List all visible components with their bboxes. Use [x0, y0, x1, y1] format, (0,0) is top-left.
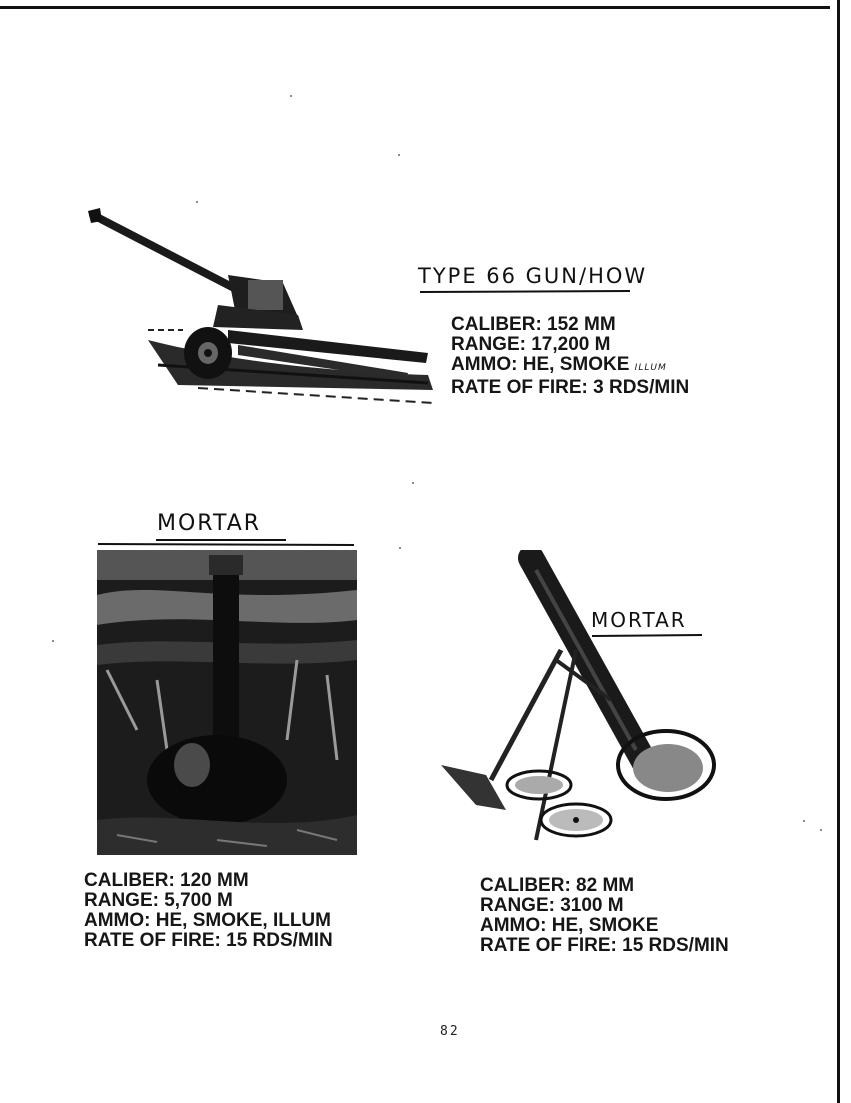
howitzer-photo [88, 205, 438, 410]
scan-speck [52, 640, 54, 642]
howitzer-title: TYPE 66 GUN/HOW [418, 264, 648, 288]
mortar-82-title-underline [590, 633, 705, 638]
mortar-82-caliber: CALIBER: 82 MM [480, 875, 635, 896]
mortar-120-range: RANGE: 5,700 M [84, 890, 233, 911]
mortar-120-photo [97, 550, 357, 855]
mortar-82-title: MORTAR [591, 608, 687, 632]
mortar-120-rate: RATE OF FIRE: 15 RDS/MIN [84, 930, 333, 951]
mortar-82-ammo: AMMO: HE, SMOKE [480, 915, 659, 936]
mortar-82-photo [436, 550, 721, 860]
scan-speck [398, 154, 400, 156]
mortar-120-specs [84, 871, 333, 951]
top-border-line [0, 6, 830, 9]
howitzer-title-underline [418, 289, 633, 295]
howitzer-ammo-handwritten-note: ILLUM [634, 363, 667, 373]
mortar-120-ammo: AMMO: HE, SMOKE, ILLUM [84, 910, 331, 931]
howitzer-specs [451, 315, 689, 398]
scan-speck [820, 829, 822, 831]
page-number: 82 [440, 1024, 460, 1039]
scan-speck [412, 482, 414, 484]
mortar-82-specs [480, 876, 729, 956]
howitzer-ammo: AMMO: HE, SMOKE [451, 354, 630, 375]
mortar-82-rate: RATE OF FIRE: 15 RDS/MIN [480, 935, 729, 956]
mortar-120-caliber: CALIBER: 120 MM [84, 870, 249, 891]
howitzer-range: RANGE: 17,200 M [451, 334, 611, 355]
howitzer-ammo-line [451, 355, 689, 378]
scan-speck [399, 547, 401, 549]
scan-speck [803, 820, 805, 822]
howitzer-caliber: CALIBER: 152 MM [451, 314, 616, 335]
scan-speck [196, 201, 198, 203]
mortar-120-title-underline [96, 538, 358, 546]
mortar-82-range: RANGE: 3100 M [480, 895, 624, 916]
right-border-line [837, 0, 840, 1103]
mortar-120-title: MORTAR [157, 511, 262, 536]
howitzer-rate: RATE OF FIRE: 3 RDS/MIN [451, 377, 690, 398]
scan-speck [290, 95, 292, 97]
